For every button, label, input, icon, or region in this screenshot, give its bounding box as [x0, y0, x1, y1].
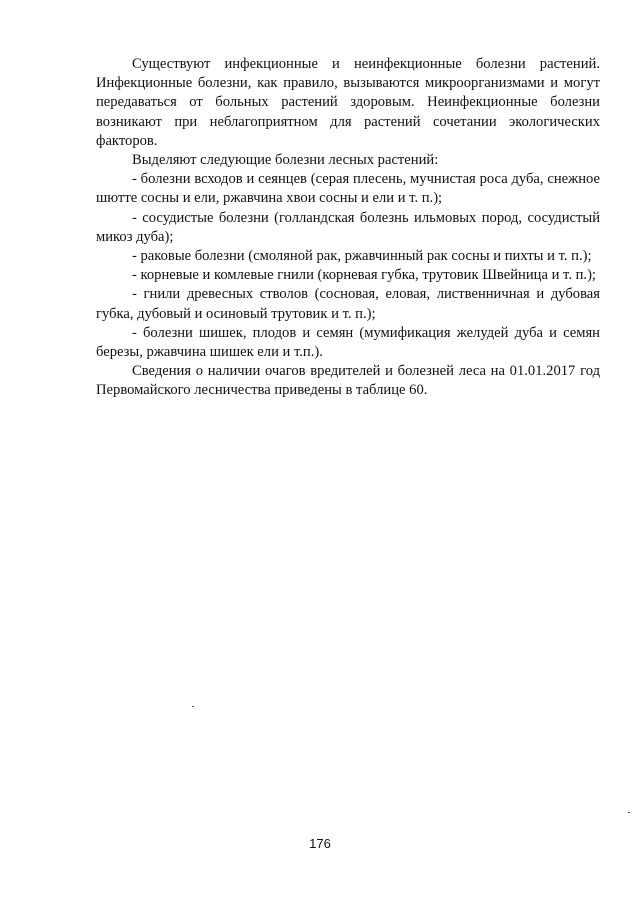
- page-number: 176: [309, 836, 331, 851]
- list-item-cone-seed-diseases: - болезни шишек, плодов и семян (мумификация желудей дуба и семян березы, ржавчина шишек ели и т.п.).: [96, 324, 600, 361]
- paragraph-list-heading: Выделяют следующие болезни лесных растений:: [132, 152, 439, 169]
- list-item-seedling-diseases: - болезни всходов и сеянцев (серая плесень, мучнистая роса дуба, снежное шютте сосны и ели, ржавчина хвои сосны и ели и т. п.);: [96, 171, 600, 207]
- paragraph-table-reference: Сведения о наличии очагов вредителей и болезней леса на 01.01.2017 год Первомайского лесничества приведены в таблице 60.: [96, 363, 600, 399]
- list-item-vascular-diseases: - сосудистые болезни (голландская болезнь ильмовых пород, сосудистый микоз дуба);: [96, 209, 600, 245]
- paragraph-intro: Существуют инфекционные и неинфекционные болезни растений. Инфекционные болезни, как правило, вызываются микроорганизмами и могут передаваться от больных растений здоровым. Неинфекционные болезни возникают при неблагоприятном для растений сочетании экологических факторов.: [96, 56, 600, 149]
- scan-speck: [192, 706, 194, 707]
- list-item-stem-rot: - гнили древесных стволов (сосновая, еловая, лиственничная и дубовая губка, дубовый и осиновый трутовик и т. п.);: [96, 286, 600, 322]
- body-text: [96, 55, 600, 401]
- list-item-root-rot: - корневые и комлевые гнили (корневая губка, трутовик Швейница и т. п.);: [132, 267, 596, 284]
- list-item-canker-diseases: - раковые болезни (смоляной рак, ржавчинный рак сосны и пихты и т. п.);: [132, 248, 592, 265]
- scan-speck: [628, 812, 630, 813]
